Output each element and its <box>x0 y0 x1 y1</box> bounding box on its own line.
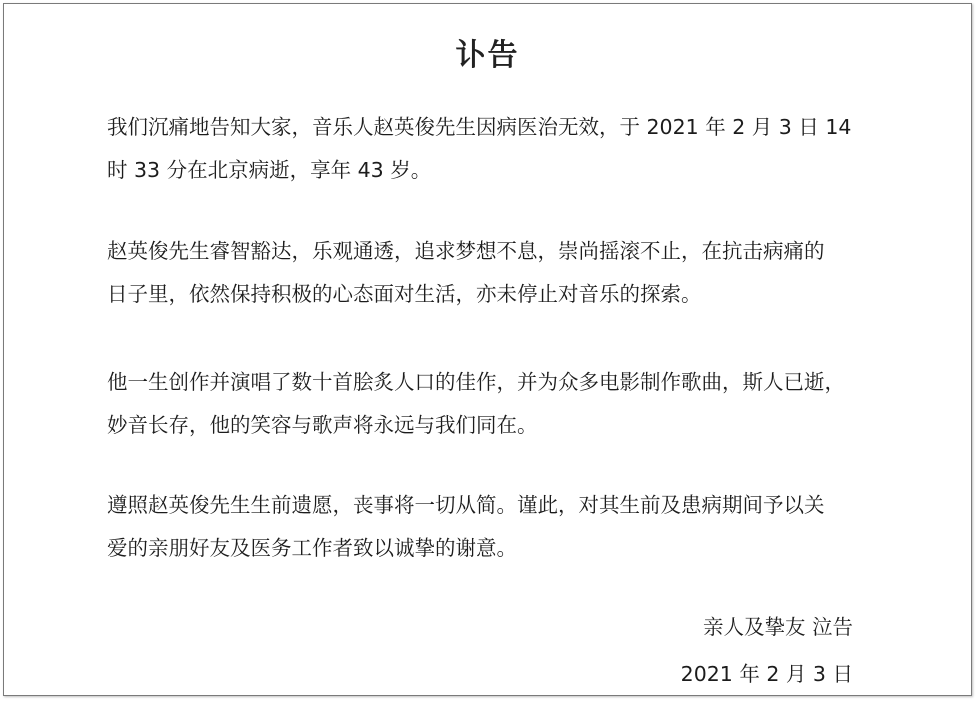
paragraph-line: 时 33 分在北京病逝，享年 43 岁。 <box>107 158 432 182</box>
paragraph-character <box>107 230 877 316</box>
paragraph-line: 赵英俊先生睿智豁达，乐观通透，追求梦想不息，崇尚摇滚不止，在抗击病痛的 <box>107 239 825 263</box>
paragraph-line: 妙音长存，他的笑容与歌声将永远与我们同在。 <box>107 413 538 437</box>
paragraph-line: 他一生创作并演唱了数十首脍炙人口的佳作，并为众多电影制作歌曲，斯人已逝， <box>107 370 845 394</box>
signature-date: 2021 年 2 月 3 日 <box>680 662 853 686</box>
paragraph-line: 日子里，依然保持积极的心态面对生活，亦未停止对音乐的探索。 <box>107 282 702 306</box>
paragraph-line: 遵照赵英俊先生生前遗愿，丧事将一切从简。谨此，对其生前及患病期间予以关 <box>107 493 825 517</box>
paragraph-works <box>107 361 877 447</box>
obituary-document <box>3 3 972 696</box>
paragraph-line: 爱的亲朋好友及医务工作者致以诚挚的谢意。 <box>107 536 517 560</box>
paragraph-wishes <box>107 484 877 570</box>
document-title: 讣告 <box>455 38 520 73</box>
paragraph-line: 我们沉痛地告知大家，音乐人赵英俊先生因病医治无效，于 2021 年 2 月 3 日 14 <box>107 115 852 139</box>
paragraph-announcement <box>107 106 877 192</box>
signature-name: 亲人及挚友 泣告 <box>702 615 853 639</box>
